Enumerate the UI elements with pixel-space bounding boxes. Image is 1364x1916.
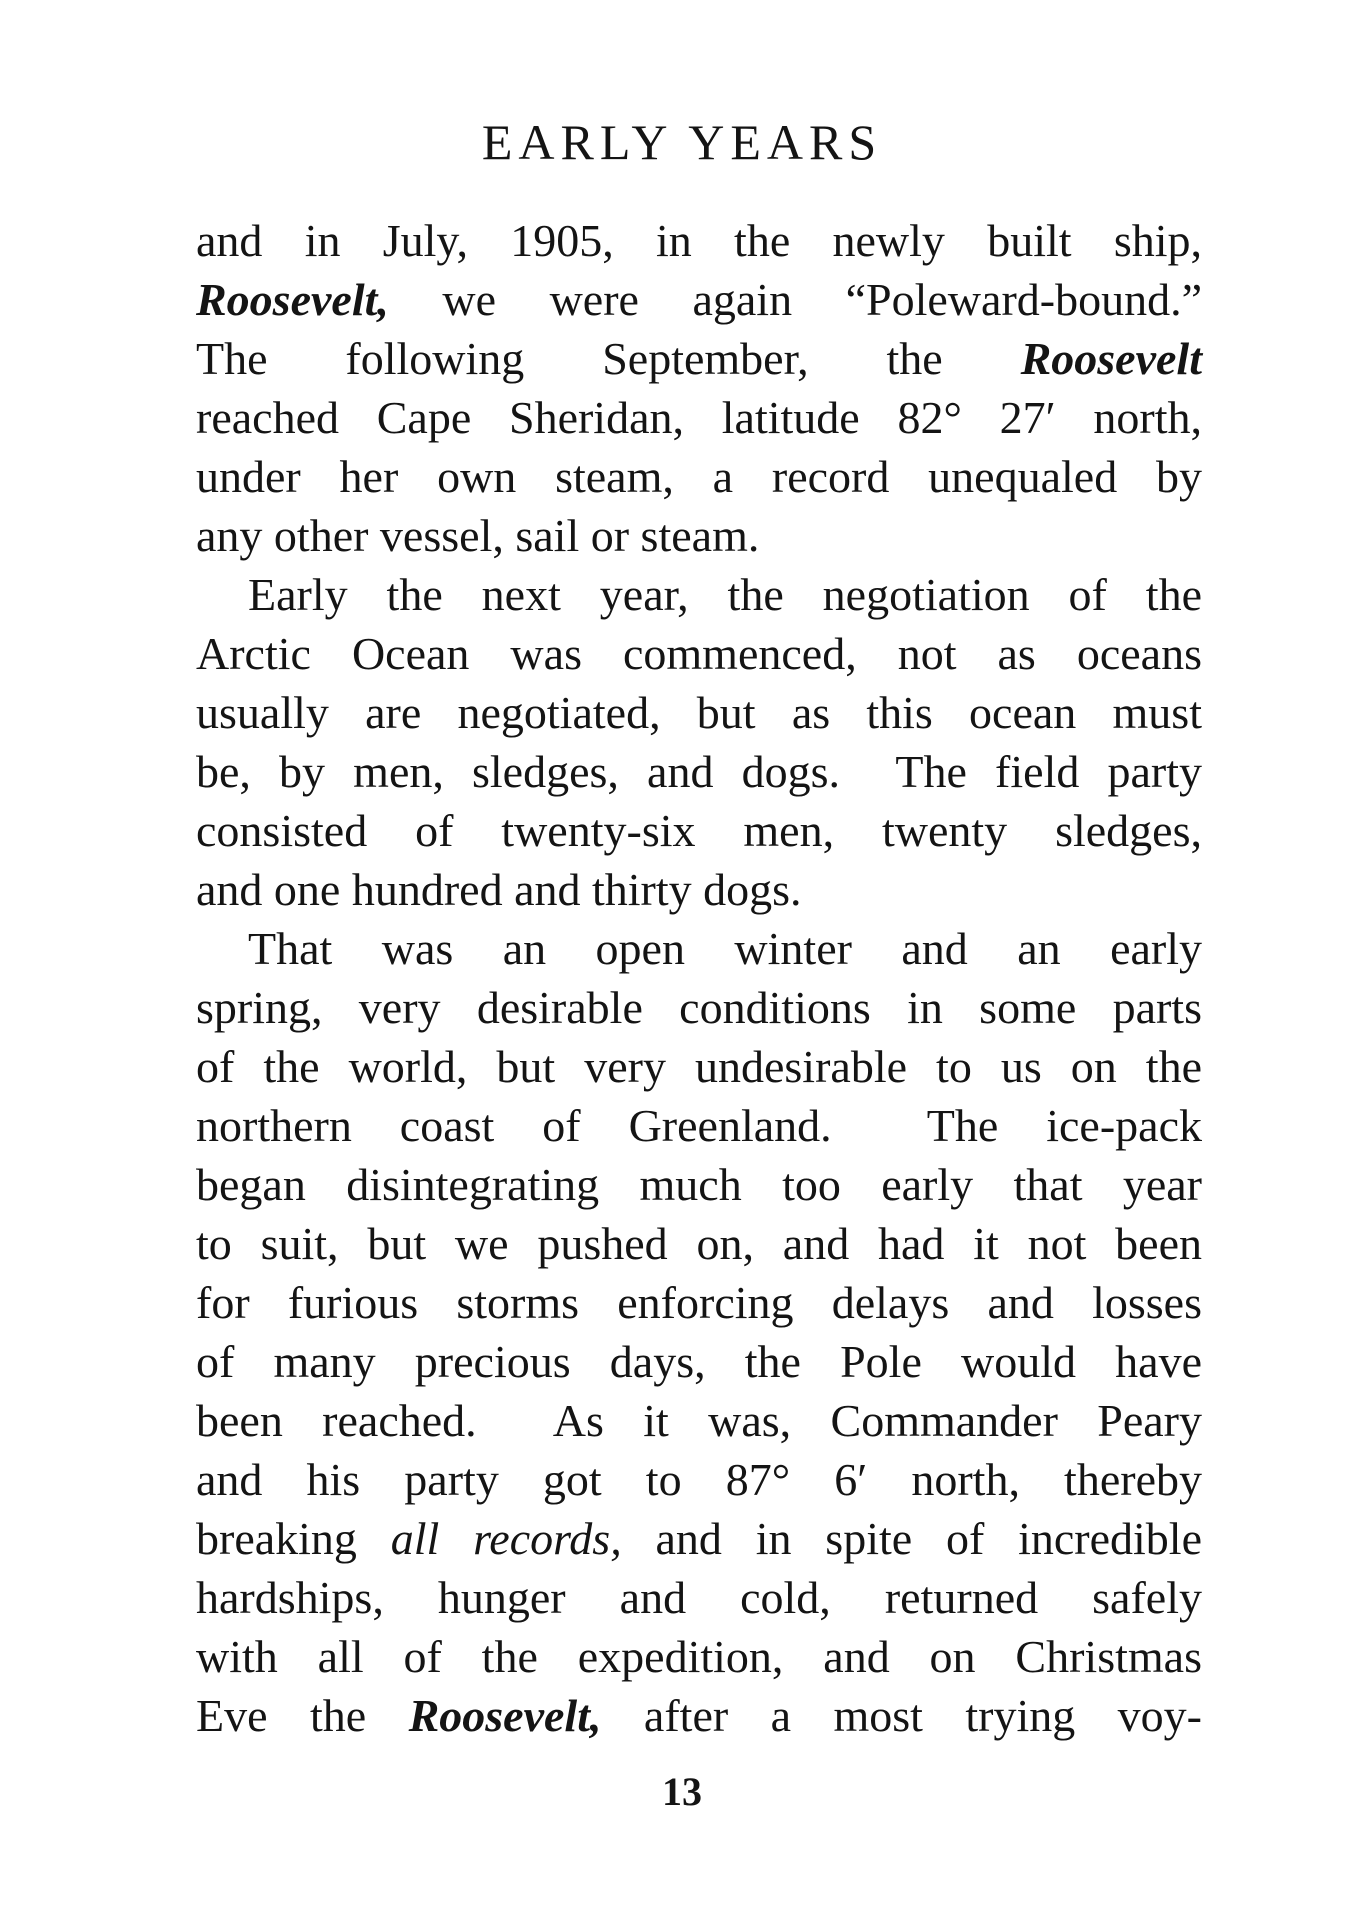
text-line: reached Cape Sheridan, latitude 82° 27′ north, — [196, 392, 1202, 443]
text-line: The following September, the Roosevelt — [196, 333, 1202, 384]
text-line: Roosevelt, we were again “Poleward-bound.” — [196, 274, 1202, 325]
text-line: consisted of twenty-six men, twenty sledges, — [196, 805, 1202, 856]
running-head: EARLY YEARS — [481, 114, 883, 170]
emphasis: all records, — [390, 1513, 622, 1564]
text-line: Arctic Ocean was commenced, not as oceans — [196, 628, 1202, 679]
text-line: northern coast of Greenland. The ice-pack — [196, 1100, 1202, 1151]
text-line: under her own steam, a record unequaled by — [196, 451, 1202, 502]
text-line: with all of the expedition, and on Christmas — [196, 1631, 1202, 1682]
text-line: been reached. As it was, Commander Peary — [196, 1395, 1202, 1446]
body-text — [196, 211, 1202, 1745]
text-line: and in July, 1905, in the newly built ship, — [196, 215, 1202, 266]
text-line: Eve the Roosevelt, after a most trying voy- — [196, 1690, 1203, 1741]
text-line: spring, very desirable conditions in some parts — [196, 982, 1202, 1033]
text-line: usually are negotiated, but as this ocean must — [196, 687, 1202, 738]
text-line: Early the next year, the negotiation of the — [248, 569, 1202, 620]
ship-name: Roosevelt, — [196, 274, 389, 325]
text-line: began disintegrating much too early that year — [196, 1159, 1202, 1210]
text-line: That was an open winter and an early — [248, 923, 1202, 974]
text-line: breaking all records, and in spite of incredible — [196, 1513, 1202, 1564]
text-line: for furious storms enforcing delays and losses — [196, 1277, 1202, 1328]
text-line: of the world, but very undesirable to us on the — [196, 1041, 1202, 1092]
text-line: any other vessel, sail or steam. — [196, 510, 760, 561]
text-line: and his party got to 87° 6′ north, thereby — [196, 1454, 1202, 1505]
page-number: 13 — [662, 1769, 702, 1814]
text-line: hardships, hunger and cold, returned safely — [196, 1572, 1202, 1623]
text-line: be, by men, sledges, and dogs. The field party — [196, 746, 1202, 797]
ship-name: Roosevelt, — [408, 1690, 602, 1741]
ship-name: Roosevelt — [1020, 333, 1202, 384]
text-line: of many precious days, the Pole would have — [196, 1336, 1202, 1387]
text-line: to suit, but we pushed on, and had it not been — [196, 1218, 1202, 1269]
text-line: and one hundred and thirty dogs. — [196, 864, 802, 915]
